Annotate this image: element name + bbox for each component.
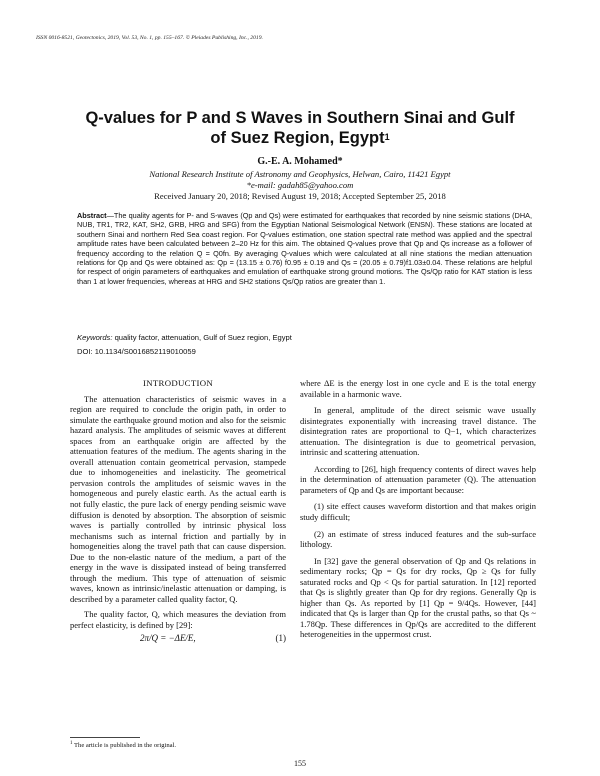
intro-paragraph-2: The quality factor, Q, which measures the deviation from perfect elasticity, is defined by [29]: xyxy=(70,609,286,631)
right-paragraph-3: According to [26], high frequency contents of direct waves help in the determination of attenuation parameter (Q). The attenuation parameters of Qp and Qs are important because: xyxy=(300,463,536,495)
right-paragraph-4: (1) site effect causes waveform distortion and that makes origin study difficult; xyxy=(300,501,536,523)
abstract-label: Abstract xyxy=(77,211,107,220)
right-paragraph-5: (2) an estimate of stress induced features and the sub-surface lithology. xyxy=(300,528,536,550)
received-dates: Received January 20, 2018; Revised August 19, 2018; Accepted September 25, 2018 xyxy=(154,191,446,201)
left-column xyxy=(70,378,286,651)
keywords-label: Keywords: xyxy=(77,333,113,342)
intro-paragraph-1: The attenuation characteristics of seismic waves in a region are required to conclude the origin path, in order to simulate the earthquake ground motion and also for the seismic hazard analysis. The amplitudes of seismic waves at different spaces from an earthquake origin are affected by the attenuation features of the medium. The agents sharing in the overall attenuation contain geometrical pervasion, stampede due to inhomogeneities and inelasticity. The geometrical pervasion controls the amplitudes of seismic waves in the homogeneous and purely elastic earth. As the actual earth is not fully elastic, the pure lack of energy pending seismic wave diffusion is denoted by absorption. The absorption of seismic waves is partially controlled by intrinsic physical loss mechanisms such as internal friction and partially by in homogeneities along the travel path that can cause dispersion. Due to the non-elastic nature of the medium, a part of the energy in the wave is dissipated instead of being transferred through the medium. This type of attenuation of seismic waves, known as intrinsic/inelastic attenuation or damping, is described by a parameter called quality factor, Q. xyxy=(70,393,286,604)
footnote xyxy=(70,741,176,749)
equation-1-number: (1) xyxy=(275,632,286,643)
paper-title-line-1: Q-values for P and S Waves in Southern Sinai and Gulf xyxy=(85,109,515,127)
right-paragraph-2: In general, amplitude of the direct seismic wave usually disintegrates exponentially with increasing travel distance. The disintegration rates are proportional to Q−1, which characterizes attenuation. The disintegration is due to geometrical pervasion, intrinsic and scattering attenuation. xyxy=(300,405,536,458)
keywords-text: quality factor, attenuation, Gulf of Suez region, Egypt xyxy=(114,333,292,342)
right-column xyxy=(300,378,536,646)
section-heading-introduction: INTRODUCTION xyxy=(142,378,214,388)
author-name: G.-E. A. Mohamed* xyxy=(257,156,343,167)
footnote-divider xyxy=(70,737,140,738)
right-paragraph-6: In [32] gave the general observation of Qp and Qs relations in sedimentary rocks; Qp = Qs for dry rocks, Qp ≥ Qs for fully saturated rocks and Qp < Qs for partial saturation. In [12] reported that Qs is slightly greater than Qp for dry regions. Generally Qp is higher than Qs. As reported by [1] Qp = 9/4Qs. However, [44] indicated that Qs is larger than Qp for the crustal paths, so that Qs ~ 1.78Qp. These differences in Qp/Qs are accredited to the different heterogeneities in the uppermost crust. xyxy=(300,555,536,640)
author-email: *e-mail: gadah85@yahoo.com xyxy=(246,180,354,190)
paper-title-line-2 xyxy=(60,128,540,148)
equation-1 xyxy=(70,633,286,647)
abstract-text: —The quality agents for P- and S-waves (Qp and Qs) were estimated for earthquakes that recorded by nine seismic stations (DHA, NUB, TR1, TR2, KAT, SH2, GRB, HRG and SFG) from the Egyptian National Seismological Network (ENSN). These stations are located at southern Sinai and northern Red Sea coast region. For Q-values estimation, one station spectral rate method was applied and the spectral amplitude rates have been calculated between 2–20 Hz for this aim. The obtained Q-values prove that Qp and Qs increase as a follower of frequency according to the relation Q = Q0fn. By averaging Q-values which were calculated at all nine stations the median attenuation relations for Qp and Qs were obtained as: Qp = (13.15 ± 0.76) f0.95 ± 0.19 and Qs = (20.05 ± 0.79)f1.03±0.04. These relations are helpful for respect of origin parameters of earthquakes and emulation of earthquake strong ground motions. The Qs/Qp ratio for KAT station is less than 1 at lower frequencies, whereas at HRG and SH2 stations Qs/Qp ratios are greater than 1. xyxy=(77,211,532,286)
title-footnote-mark: 1 xyxy=(384,132,390,142)
equation-1-body: 2π/Q = −ΔE/E, xyxy=(140,632,196,643)
page-number: 155 xyxy=(294,759,306,768)
footnote-text: The article is published in the original. xyxy=(74,742,177,750)
keywords xyxy=(77,333,292,342)
author-affiliation: National Research Institute of Astronomy and Geophysics, Helwan, Cairo, 11421 Egypt xyxy=(149,169,451,179)
paper-title-line-2-text: of Suez Region, Egypt xyxy=(210,129,385,147)
right-paragraph-1: where ΔE is the energy lost in one cycle and E is the total energy available in a harmonic wave. xyxy=(300,378,536,399)
footnote-mark: 1 xyxy=(70,741,73,746)
abstract xyxy=(77,211,532,286)
doi: DOI: 10.1134/S0016852119010059 xyxy=(77,347,196,356)
journal-header: ISSN 0016-8521, Geotectonics, 2019, Vol. 53, No. 1, pp. 155–167. © Pleiades Publishing, Inc., 2019. xyxy=(36,35,263,41)
